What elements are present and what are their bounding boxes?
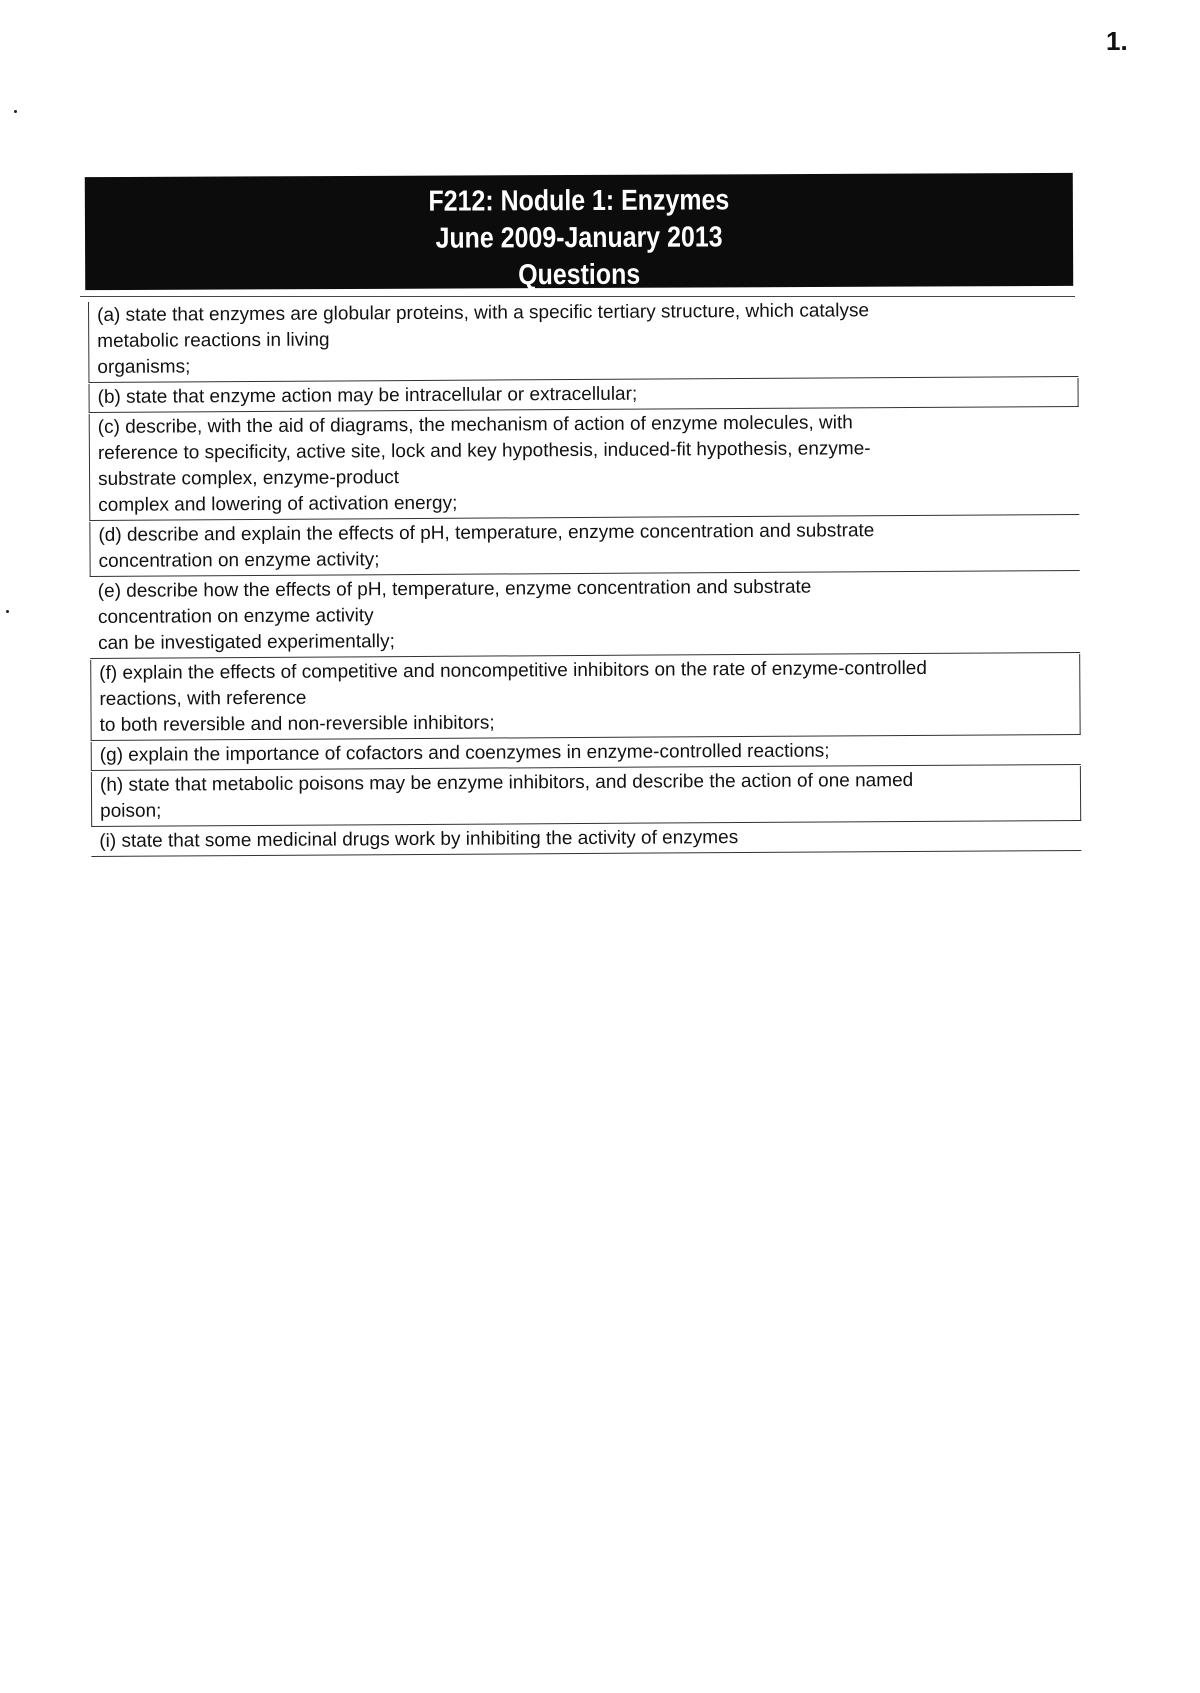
document-title: F212: Nodule 1: Enzymes [428, 184, 730, 218]
objective-item: (i) state that some medicinal drugs work by inhibiting the activity of enzymes [91, 822, 1081, 857]
objective-item: (h) state that metabolic poisons may be enzyme inhibitors, and describe the action of one named poison; [91, 766, 1081, 827]
page-number: 1. [1106, 26, 1128, 56]
objective-item: (g) explain the importance of cofactors and coenzymes in enzyme-controlled reactions; [91, 736, 1081, 771]
objective-item: (c) describe, with the aid of diagrams, the mechanism of action of enzyme molecules, with reference to specificity, active site, lock and key hypothesis, induced-fit hypothesis, enzyme- substrate complex, enzyme-product complex and lowering of activation energy; [89, 408, 1080, 521]
date-range: June 2009-January 2013 [435, 221, 723, 255]
scan-speck [14, 110, 17, 113]
objective-item: (a) state that enzymes are globular proteins, with a specific tertiary structure, which catalyse metabolic reactions in living organisms; [88, 296, 1078, 383]
objective-item: (d) describe and explain the effects of pH, temperature, enzyme concentration and substrate concentration on enzyme activity; [89, 516, 1079, 577]
scan-speck [6, 610, 9, 613]
objective-item: (b) state that enzyme action may be intracellular or extracellular; [89, 378, 1079, 413]
objective-item: (f) explain the effects of competitive and noncompetitive inhibitors on the rate of enzyme-controlled reactions, with reference to both reversible and non-reversible inhibitors; [90, 654, 1080, 741]
title-banner [85, 173, 1073, 290]
section-heading: Questions [518, 258, 641, 292]
objectives-list [88, 296, 1081, 858]
objective-item: (e) describe how the effects of pH, temperature, enzyme concentration and substrate concentration on enzyme activity can be investigated experimentally; [90, 572, 1080, 659]
